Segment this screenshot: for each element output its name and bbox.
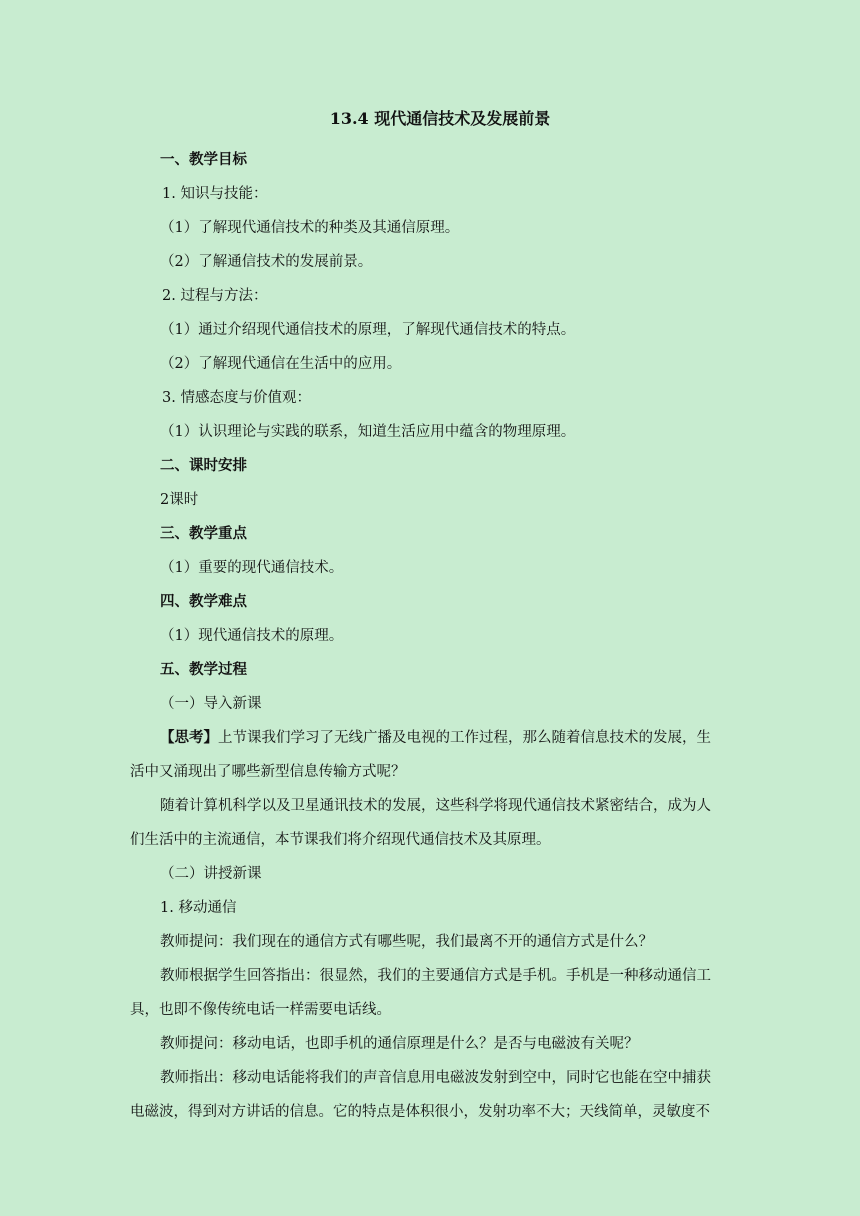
paragraph-line: 随着计算机科学以及卫星通讯技术的发展，这些科学将现代通信技术紧密结合，成为人 bbox=[160, 798, 711, 814]
think-paragraph-line1 bbox=[130, 721, 730, 755]
list-item: （2）了解通信技术的发展前景。 bbox=[160, 254, 373, 270]
think-tag: 【思考】 bbox=[160, 729, 218, 746]
section-intro: （一）导入新课 bbox=[160, 696, 262, 712]
document-title: 13.4 现代通信技术及发展前景 bbox=[329, 109, 551, 128]
section-new-lesson: （二）讲授新课 bbox=[160, 866, 262, 882]
sub-knowledge-skills: 1. 知识与技能： bbox=[162, 186, 268, 202]
teacher-question: 教师提问：我们现在的通信方式有哪些呢，我们最离不开的通信方式是什么？ bbox=[160, 934, 653, 950]
paragraph-line: 具，也即不像传统电话一样需要电话线。 bbox=[130, 1002, 391, 1018]
heading-schedule: 二、课时安排 bbox=[160, 457, 247, 474]
think-paragraph-line2: 活中又涌现出了哪些新型信息传输方式呢？ bbox=[130, 764, 406, 780]
sub-mobile-communication: 1. 移动通信 bbox=[160, 900, 237, 916]
heading-difficulties: 四、教学难点 bbox=[160, 593, 247, 610]
paragraph-line: 教师根据学生回答指出：很显然，我们的主要通信方式是手机。手机是一种移动通信工 bbox=[160, 968, 711, 984]
document-content bbox=[130, 108, 730, 1129]
teacher-question: 教师提问：移动电话，也即手机的通信原理是什么？是否与电磁波有关呢？ bbox=[160, 1036, 639, 1052]
schedule-text: 2课时 bbox=[160, 492, 199, 508]
list-item: （1）重要的现代通信技术。 bbox=[160, 560, 344, 576]
list-item: （1）通过介绍现代通信技术的原理，了解现代通信技术的特点。 bbox=[160, 322, 576, 338]
think-text: 上节课我们学习了无线广播及电视的工作过程，那么随着信息技术的发展，生 bbox=[218, 730, 711, 746]
list-item: （1）了解现代通信技术的种类及其通信原理。 bbox=[160, 220, 460, 236]
sub-process-methods: 2. 过程与方法： bbox=[162, 288, 268, 304]
list-item: （1）现代通信技术的原理。 bbox=[160, 628, 344, 644]
sub-emotion-values: 3. 情感态度与价值观： bbox=[162, 390, 311, 406]
list-item: （2）了解现代通信在生活中的应用。 bbox=[160, 356, 402, 372]
list-item: （1）认识理论与实践的联系，知道生活应用中蕴含的物理原理。 bbox=[160, 424, 576, 440]
paragraph-line: 电磁波，得到对方讲话的信息。它的特点是体积很小，发射功率不大；天线简单，灵敏度不 bbox=[130, 1104, 710, 1120]
heading-objectives: 一、教学目标 bbox=[160, 151, 247, 168]
paragraph-line: 们生活中的主流通信，本节课我们将介绍现代通信技术及其原理。 bbox=[130, 832, 551, 848]
heading-key-points: 三、教学重点 bbox=[160, 525, 247, 542]
heading-process: 五、教学过程 bbox=[160, 661, 247, 678]
paragraph-line: 教师指出：移动电话能将我们的声音信息用电磁波发射到空中，同时它也能在空中捕获 bbox=[160, 1070, 711, 1086]
